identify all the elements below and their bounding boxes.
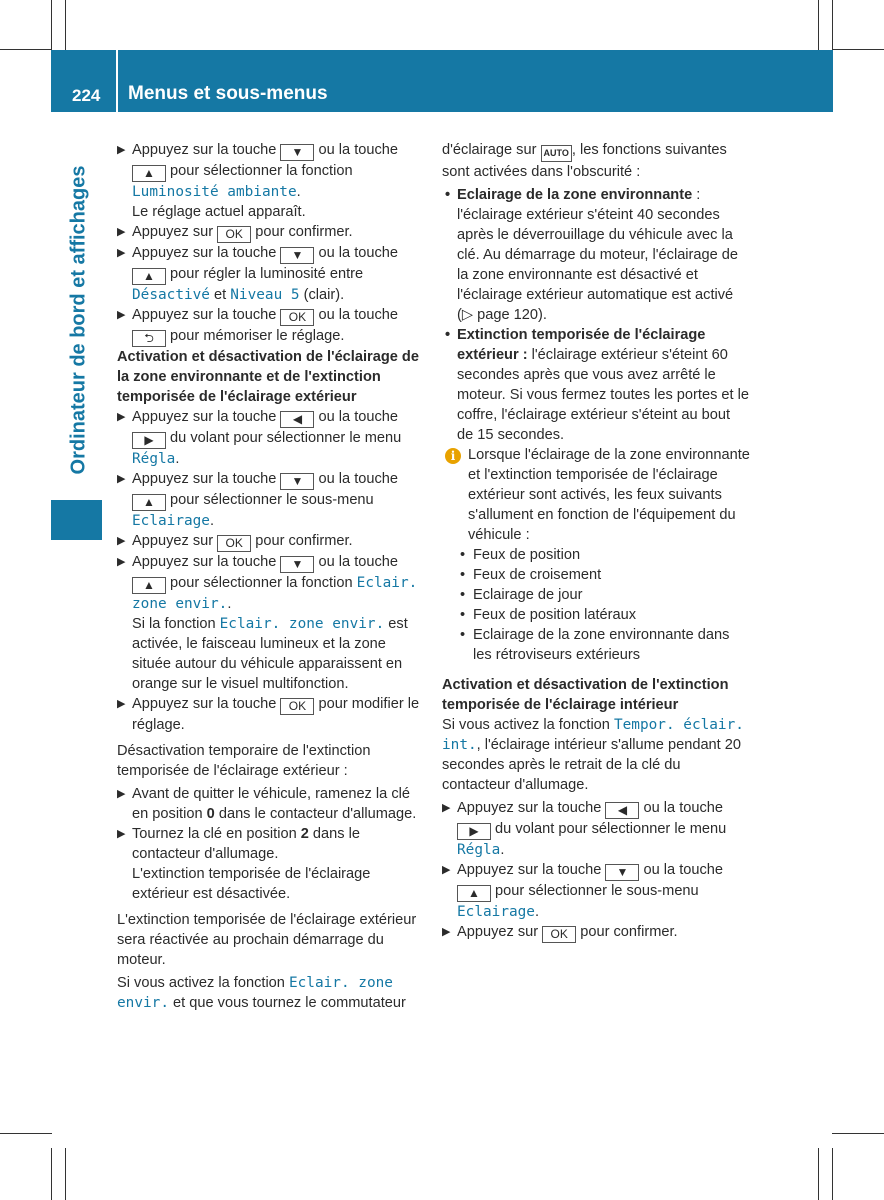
step-arrow-icon: ▶ [117, 411, 126, 423]
up-key-icon: ▲ [132, 577, 166, 594]
crop-mark [818, 0, 819, 50]
crop-mark [65, 1148, 66, 1200]
header-divider [116, 50, 118, 112]
submenu-name: Eclairage [457, 904, 535, 920]
section-title: Menus et sous-menus [128, 83, 328, 104]
crop-mark [0, 49, 52, 50]
step-arrow-icon: ▶ [442, 802, 451, 814]
step-arrow-icon: ▶ [117, 698, 126, 710]
crop-mark [51, 1148, 52, 1200]
menu-function: Eclair. zone envir. [219, 616, 385, 632]
menu-function: Luminosité ambiante [132, 184, 297, 200]
step: ▶ Appuyez sur OK pour confirmer. [117, 533, 353, 550]
menu-function: Eclair. zone envir. [132, 575, 418, 612]
step: ▶ Appuyez sur la touche ▼ ou la touche ▲ pour régler la luminosité entre Désactivé et Niveau 5 (clair). [117, 245, 399, 303]
step-arrow-icon: ▶ [117, 788, 126, 800]
crop-mark [0, 1133, 52, 1134]
crop-mark [51, 0, 52, 50]
chapter-tab-block [51, 500, 102, 540]
step-arrow-icon: ▶ [117, 144, 126, 156]
crop-mark [832, 1148, 833, 1200]
back-key-icon: ⮌ [132, 330, 166, 347]
step-arrow-icon: ▶ [117, 309, 126, 321]
step: ▶ Avant de quitter le véhicule, ramenez la clé en position 0 dans le contacteur d'allumage. [117, 786, 417, 822]
ok-key-icon: OK [280, 309, 314, 326]
down-key-icon: ▼ [280, 556, 314, 573]
paragraph: d'éclairage sur AUTO , les fonctions suivantes sont activées dans l'obscurité : [442, 142, 727, 180]
menu-name: Régla [132, 451, 176, 467]
step: ▶ Appuyez sur OK pour confirmer. [117, 224, 353, 241]
list-item: • Feux de croisement [460, 567, 602, 583]
paragraph: Désactivation temporaire de l'extinction temporisée de l'éclairage extérieur : [117, 743, 371, 779]
right-key-icon: ▶ [457, 823, 491, 840]
left-key-icon: ◀ [280, 411, 314, 428]
left-column [117, 140, 425, 1016]
crop-mark [832, 0, 833, 50]
info-note: i Lorsque l'éclairage de la zone environnante et l'extinction temporisée de l'éclairage extérieur sont activés, les feux suivants s'allument en fonction de l'équipement du véhicule : [442, 445, 750, 545]
info-icon: i [445, 448, 461, 464]
ok-key-icon: OK [217, 535, 251, 552]
crop-mark [65, 0, 66, 50]
up-key-icon: ▲ [457, 885, 491, 902]
step: ▶ Appuyez sur la touche ◀ ou la touche ▶ du volant pour sélectionner le menu Régla. [442, 800, 727, 858]
menu-value: Niveau 5 [230, 287, 300, 303]
step-arrow-icon: ▶ [117, 473, 126, 485]
paragraph: Si vous activez la fonction Eclair. zone envir. et que vous tournez le commutateur [117, 975, 406, 1011]
crop-mark [832, 49, 884, 50]
step: ▶ Appuyez sur OK pour confirmer. [442, 924, 678, 941]
crop-mark [832, 1133, 884, 1134]
auto-key-icon: AUTO [541, 145, 572, 162]
up-key-icon: ▲ [132, 494, 166, 511]
list-item: • Eclairage de la zone environnante dans les rétroviseurs extérieurs [460, 627, 730, 663]
step-arrow-icon: ▶ [117, 556, 126, 568]
bullet-item: • Eclairage de la zone environnante : l'éclairage extérieur s'éteint 40 secondes après le déverrouillage du véhicule avec la clé. Au démarrage du moteur, l'éclairage de la zone environnante est désactivé et l'éclairage extérieur automatique est activé (▷ page 120). [445, 187, 739, 323]
step-arrow-icon: ▶ [442, 926, 451, 938]
menu-name: Régla [457, 842, 501, 858]
list-item: • Eclairage de jour [460, 587, 583, 603]
up-key-icon: ▲ [132, 268, 166, 285]
list-item: • Feux de position latéraux [460, 607, 637, 623]
step: ▶ Appuyez sur la touche ▼ ou la touche ▲ pour sélectionner le sous-menu Eclairage. [117, 471, 399, 529]
right-column [442, 140, 750, 943]
menu-function: Eclair. zone envir. [117, 975, 393, 1011]
down-key-icon: ▼ [280, 473, 314, 490]
left-key-icon: ◀ [605, 802, 639, 819]
up-key-icon: ▲ [132, 165, 166, 182]
bullet-item: • Extinction temporisée de l'éclairage extérieur : l'éclairage extérieur s'éteint 60 secondes après que vous avez arrêté le moteur. Si vous fermez toutes les portes et le coffre, l'éclairage extérieur s'éteint au bout de 15 secondes. [445, 327, 750, 443]
step: ▶ Appuyez sur la touche OK ou la touche ⮌ pour mémoriser le réglage. [117, 307, 399, 345]
paragraph: L'extinction temporisée de l'éclairage extérieur sera réactivée au prochain démarrage du moteur. [117, 912, 417, 968]
crop-mark [818, 1148, 819, 1200]
paragraph: Si vous activez la fonction Tempor. éclair. int., l'éclairage intérieur s'allume pendant 20 secondes après le retrait de la clé du contacteur d'allumage. [442, 717, 744, 793]
step: ▶ Appuyez sur la touche ▼ ou la touche ▲ pour sélectionner le sous-menu Eclairage. [442, 862, 724, 920]
section-heading: Activation et désactivation de l'extinction temporisée de l'éclairage intérieur [442, 677, 729, 713]
step-arrow-icon: ▶ [442, 864, 451, 876]
page-number: 224 [72, 86, 101, 105]
ok-key-icon: OK [217, 226, 251, 243]
section-heading: Activation et désactivation de l'éclairage de la zone environnante et de l'extinction temporisée de l'éclairage extérieur [117, 349, 419, 405]
step-arrow-icon: ▶ [117, 247, 126, 259]
down-key-icon: ▼ [605, 864, 639, 881]
menu-function: Tempor. éclair. int. [442, 717, 744, 753]
submenu-name: Eclairage [132, 513, 210, 529]
step-arrow-icon: ▶ [117, 828, 126, 840]
step: ▶ Appuyez sur la touche OK pour modifier le réglage. [117, 696, 420, 733]
step: ▶ Appuyez sur la touche ◀ ou la touche ▶ du volant pour sélectionner le menu Régla. [117, 409, 402, 467]
step: ▶ Tournez la clé en position 2 dans le contacteur d'allumage. L'extinction temporisée de l'éclairage extérieur est désactivée. [117, 826, 371, 902]
down-key-icon: ▼ [280, 144, 314, 161]
step: ▶ Appuyez sur la touche ▼ ou la touche ▲ pour sélectionner la fonction Luminosité ambiante. Le réglage actuel apparaît. [117, 142, 399, 220]
chapter-side-label: Ordinateur de bord et affichages [67, 165, 90, 475]
down-key-icon: ▼ [280, 247, 314, 264]
step-arrow-icon: ▶ [117, 226, 126, 238]
menu-value: Désactivé [132, 287, 210, 303]
list-item: • Feux de position [460, 547, 581, 563]
ok-key-icon: OK [280, 698, 314, 715]
right-key-icon: ▶ [132, 432, 166, 449]
step: ▶ Appuyez sur la touche ▼ ou la touche ▲ pour sélectionner la fonction Eclair. zone envir.. Si la fonction Eclair. zone envir. est activée, le faisceau lumineux et la zone située autour du véhicule apparaissent en orange sur le visuel multifonction. [117, 554, 418, 692]
step-arrow-icon: ▶ [117, 535, 126, 547]
ok-key-icon: OK [542, 926, 576, 943]
